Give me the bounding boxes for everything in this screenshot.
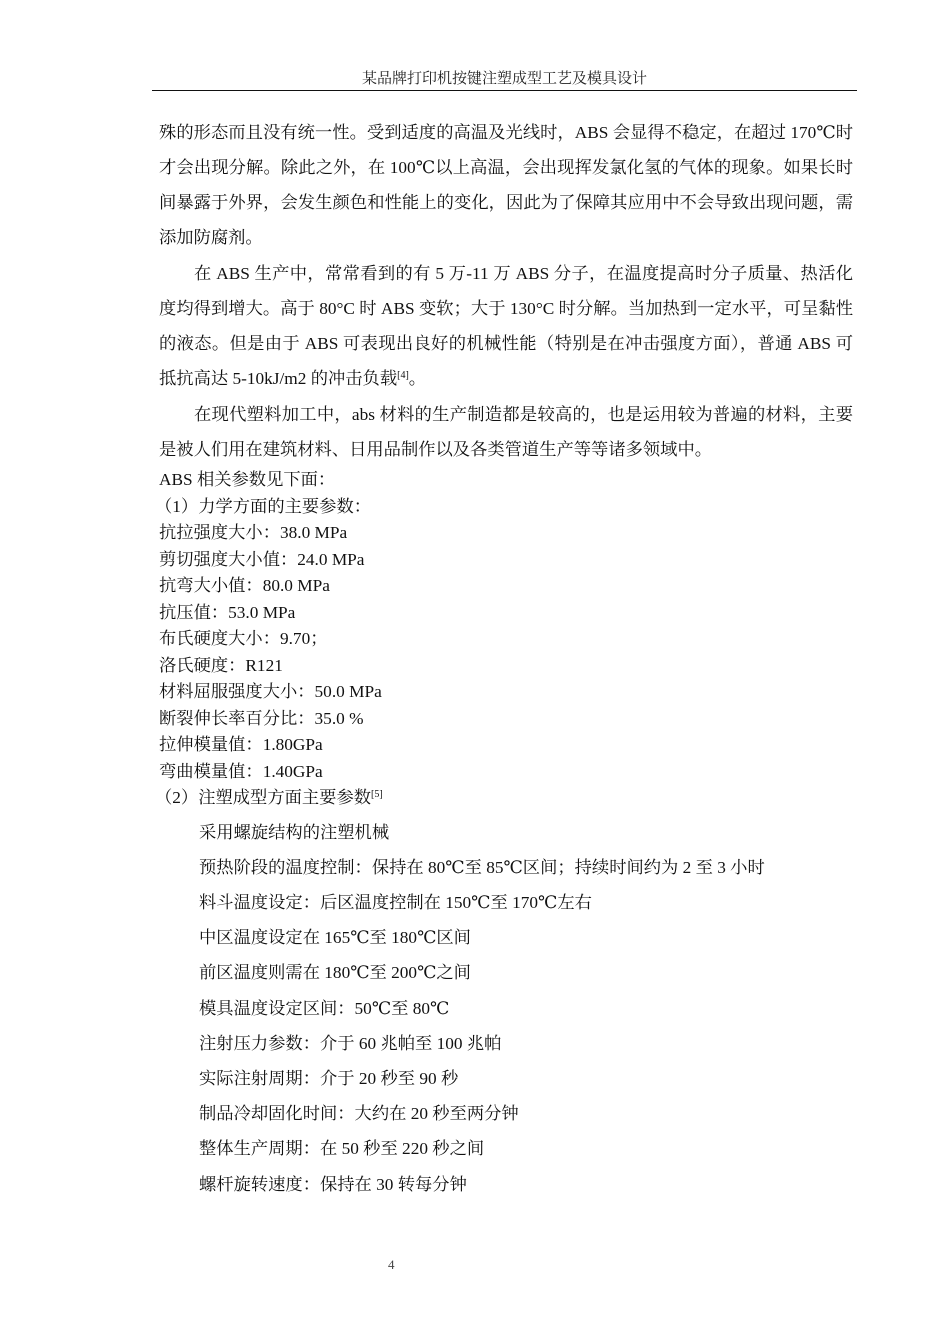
page-number: 4 [388, 1257, 395, 1272]
param-item: 拉伸模量值：1.80GPa [159, 735, 323, 754]
paragraph-2 [159, 256, 853, 396]
paragraph-2-text: 在 ABS 生产中，常常看到的有 5 万-11 万 ABS 分子，在温度提高时分子质量、热活化度均得到增大。高于 80°C 时 ABS 变软；大于 130°C 时分解。当加热到一定水平，可呈黏性的液态。但是由于 ABS 可表现出良好的机械性能（特别是在冲击强度方面），普通 ABS 可抵抗高达 5-10kJ/m2 的冲击负载 [159, 264, 853, 388]
paragraph-3: 在现代塑料加工中，abs 材料的生产制造都是较高的，也是运用较为普遍的材料，主要是被人们用在建筑材料、日用品制作以及各类管道生产等等诸多领域中。 [159, 405, 853, 459]
param-item: 布氏硬度大小：9.70； [159, 629, 328, 648]
param-item: 抗弯大小值：80.0 MPa [159, 576, 330, 595]
paragraph-1: 殊的形态而且没有统一性。受到适度的高温及光线时，ABS 会显得不稳定，在超过 170℃时才会出现分解。除此之外，在 100℃以上高温，会出现挥发氯化氢的气体的现象。如果长时间暴露于外界，会发生颜色和性能上的变化，因此为了保障其应用中不会导致出现问题，需添加防腐剂。 [159, 123, 853, 247]
citation-4: [4] [397, 370, 409, 381]
molding-param-item: 实际注射周期：介于 20 秒至 90 秒 [199, 1068, 459, 1088]
abs-params-intro: ABS 相关参数见下面： [159, 470, 336, 489]
section-1-heading: （1）力学方面的主要参数： [155, 496, 372, 516]
molding-param-item: 制品冷却固化时间：大约在 20 秒至两分钟 [199, 1104, 519, 1124]
param-item: 弯曲模量值：1.40GPa [159, 761, 323, 781]
section-2-heading-text: （2）注塑成型方面主要参数 [155, 788, 372, 807]
param-item: 洛氏硬度：R121 [159, 655, 283, 675]
param-item: 剪切强度大小值：24.0 MPa [159, 549, 365, 569]
mechanical-params-list [159, 520, 853, 785]
header-divider [152, 90, 857, 91]
document-body [155, 115, 853, 1202]
paragraph-2-end: 。 [408, 369, 427, 388]
section-2-heading [155, 785, 853, 812]
molding-param-item: 中区温度设定在 165℃至 180℃区间 [199, 928, 471, 948]
param-item: 断裂伸长率百分比：35.0 % [159, 708, 364, 728]
param-item: 材料屈服强度大小：50.0 MPa [159, 682, 382, 701]
molding-params-list [159, 815, 853, 1202]
molding-param-item: 螺杆旋转速度：保持在 30 转每分钟 [199, 1174, 467, 1194]
molding-param-item: 采用螺旋结构的注塑机械 [199, 822, 390, 842]
citation-5: [5] [371, 789, 383, 800]
molding-param-item: 注射压力参数：介于 60 兆帕至 100 兆帕 [199, 1033, 502, 1053]
molding-param-item: 预热阶段的温度控制：保持在 80℃至 85℃区间；持续时间约为 2 至 3 小时 [199, 857, 765, 877]
molding-param-item: 整体生产周期：在 50 秒至 220 秒之间 [199, 1139, 485, 1159]
molding-param-item: 前区温度则需在 180℃至 200℃之间 [199, 963, 471, 983]
running-header: 某品牌打印机按键注塑成型工艺及模具设计 [361, 71, 647, 87]
param-item: 抗拉强度大小：38.0 MPa [159, 523, 348, 542]
param-item: 抗压值：53.0 MPa [159, 602, 296, 622]
molding-param-item: 模具温度设定区间：50℃至 80℃ [199, 998, 450, 1018]
molding-param-item: 料斗温度设定：后区温度控制在 150℃至 170℃左右 [199, 892, 592, 912]
